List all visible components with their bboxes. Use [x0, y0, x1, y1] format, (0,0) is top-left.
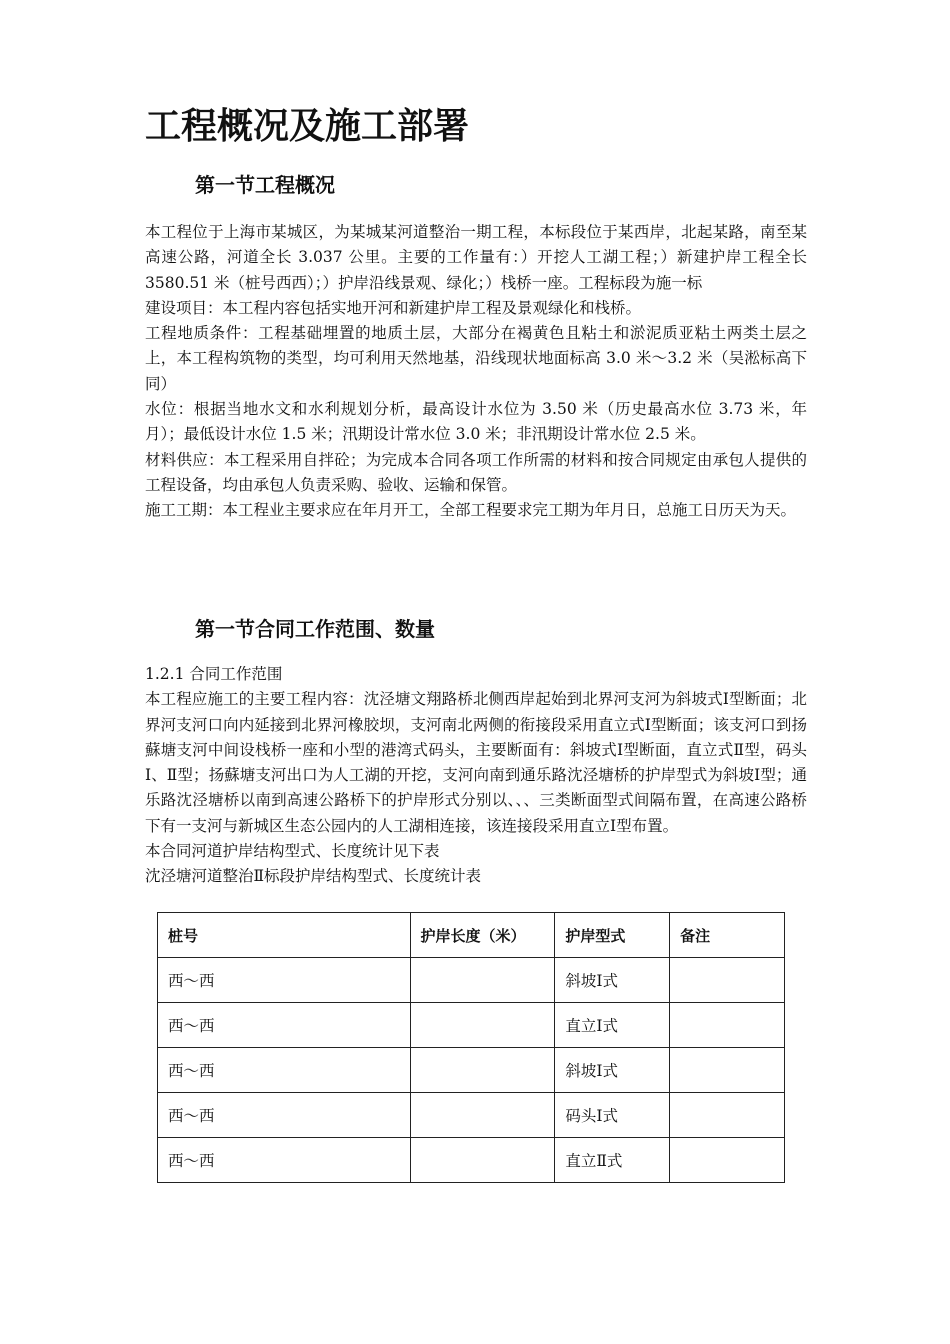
- table-cell: 西～西: [158, 1138, 411, 1183]
- table-row: [158, 958, 785, 1003]
- column-header: 桩号: [158, 913, 411, 958]
- page-title: 工程概况及施工部署: [145, 106, 470, 147]
- table-cell: [410, 1093, 555, 1138]
- table-cell: [670, 958, 785, 1003]
- table-cell: [670, 1093, 785, 1138]
- table-row: [158, 1003, 785, 1048]
- table-cell: 西～西: [158, 1003, 411, 1048]
- table-cell: [670, 1048, 785, 1093]
- section-heading-overview: 第一节工程概况: [195, 173, 335, 197]
- subsection-heading: 1.2.1 合同工作范围: [145, 665, 283, 683]
- revetment-table: [157, 912, 785, 1183]
- table-cell: [410, 1003, 555, 1048]
- table-cell: 西～西: [158, 958, 411, 1003]
- table-cell: [670, 1138, 785, 1183]
- table-cell: 直立Ⅱ式: [555, 1138, 670, 1183]
- table-cell: [410, 1048, 555, 1093]
- table-cell: 西～西: [158, 1048, 411, 1093]
- paragraph: 材料供应：本工程采用自拌砼；为完成本合同各项工作所需的材料和按合同规定由承包人提供的工程设备，均由承包人负责采购、验收、运输和保管。: [145, 450, 807, 494]
- section-overview-body: [145, 220, 807, 524]
- table-row: [158, 1048, 785, 1093]
- table-cell: [670, 1003, 785, 1048]
- table-cell: 西～西: [158, 1093, 411, 1138]
- paragraph: 本合同河道护岸结构型式、长度统计见下表: [145, 842, 440, 861]
- table-caption: 沈泾塘河道整治Ⅱ标段护岸结构型式、长度统计表: [145, 867, 482, 886]
- table-cell: 斜坡Ⅰ式: [555, 958, 670, 1003]
- column-header: 备注: [670, 913, 785, 958]
- table-row: [158, 1138, 785, 1183]
- paragraph: 本工程位于上海市某城区，为某城某河道整治一期工程，本标段位于某西岸，北起某路，南至某高速公路，河道全长 3.037 公里。主要的工作量有：）开挖人工湖工程；）新建护岸工程全长 3580.51 米（桩号西西）；）护岸沿线景观、绿化；）栈桥一座。工程标段为施一标: [145, 223, 807, 292]
- paragraph: 施工工期：本工程业主要求应在年月开工，全部工程要求完工期为年月日，总施工日历天为天。: [145, 501, 797, 520]
- paragraph: 水位：根据当地水文和水利规划分析，最高设计水位为 3.50 米（历史最高水位 3.73 米，年月）；最低设计水位 1.5 米；汛期设计常水位 3.0 米；非汛期设计常水位 2.5 米。: [145, 400, 807, 444]
- column-header: 护岸长度（米）: [410, 913, 555, 958]
- table-cell: [410, 958, 555, 1003]
- table-cell: 斜坡Ⅰ式: [555, 1048, 670, 1093]
- section-heading-scope: 第一节合同工作范围、数量: [195, 617, 435, 641]
- table-cell: 直立Ⅰ式: [555, 1003, 670, 1048]
- table-row: [158, 1093, 785, 1138]
- paragraph: 工程地质条件：工程基础埋置的地质土层，大部分在褐黄色且粘土和淤泥质亚粘土两类土层之上，本工程构筑物的类型，均可利用天然地基，沿线现状地面标高 3.0 米～3.2 米（吴淞标高下同）: [145, 324, 807, 393]
- table-cell: [410, 1138, 555, 1183]
- column-header: 护岸型式: [555, 913, 670, 958]
- table-cell: 码头Ⅰ式: [555, 1093, 670, 1138]
- table-header-row: [158, 913, 785, 958]
- paragraph: 建设项目：本工程内容包括实地开河和新建护岸工程及景观绿化和栈桥。: [145, 298, 642, 317]
- paragraph: 本工程应施工的主要工程内容：沈泾塘文翔路桥北侧西岸起始到北界河支河为斜坡式Ⅰ型断面；北界河支河口向内延接到北界河橡胶坝，支河南北两侧的衔接段采用直立式Ⅰ型断面；该支河口到扬蘇塘支河中间设栈桥一座和小型的港湾式码头，主要断面有：斜坡式Ⅰ型断面，直立式Ⅱ型，码头Ⅰ、Ⅱ型；扬蘇塘支河出口为人工湖的开挖，支河向南到通乐路沈泾塘桥的护岸型式为斜坡Ⅰ型；通乐路沈泾塘桥以南到高速公路桥下的护岸形式分别以、、、三类断面型式间隔布置，在高速公路桥下有一支河与新城区生态公园内的人工湖相连接，该连接段采用直立Ⅰ型布置。: [145, 690, 807, 835]
- section-scope-body: [145, 662, 807, 890]
